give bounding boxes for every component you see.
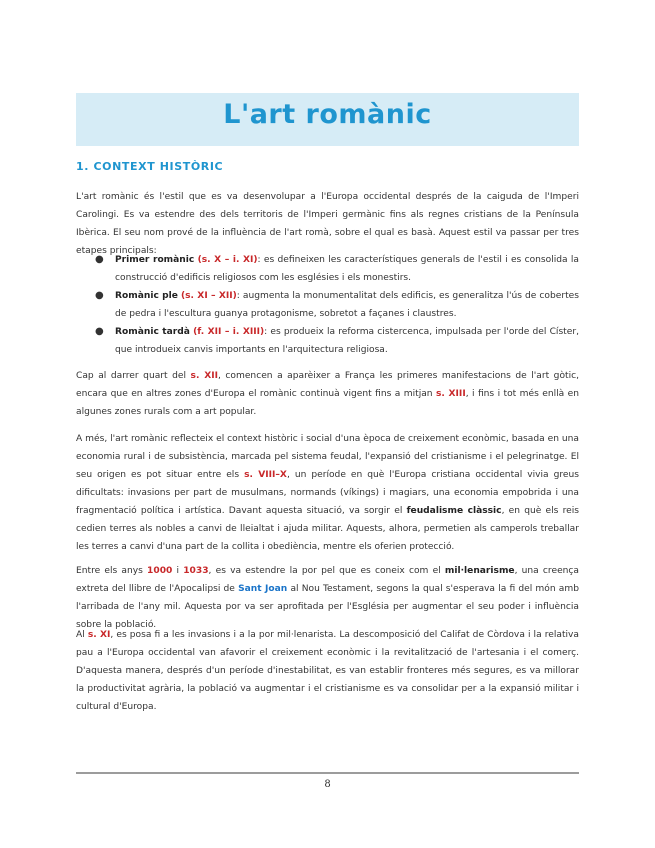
- stage-name: Romànic tardà: [115, 327, 190, 337]
- paragraph-context: A més, l'art romànic reflecteix el context històric i social d'una època de creixement econòmic, basada en una economia rural i de subsistència, marcada pel sistema feudal, l'expansió del cristianisme i el pelegrinatge. El seu origen es pot situar entre els s. VIII–X, un període en què l'Europa cristiana occidental vivia greus dificultats: invasions per part de musulmans, normands (víkings) i magiars, una economia empobrida i una fragmentació política i artística. Davant aquesta situació, va sorgir el feudalisme clàssic, en què els reis cedien terres als nobles a canvi de lleialtat i ajuda militar. Aquests, alhora, permetien als camperols treballar les terres a canvi d'una part de la collita i obediència, mentre els oferien protecció.: [76, 434, 580, 552]
- stage-text: : es produeix la reforma cistercenca, impulsada per l'orde del Císter, que introdueix canvis importants en l'arquitectura religiosa.: [115, 327, 579, 355]
- bullet-icon: ●: [95, 290, 104, 301]
- page-number: 8: [324, 779, 331, 790]
- stage-dates: (s. X – i. XI): [197, 255, 258, 265]
- section-heading: 1. CONTEXT HISTÒRIC: [76, 160, 224, 173]
- bullet-icon: ●: [95, 254, 104, 265]
- paragraph-eleventh-century: Al s. XI, es posa fi a les invasions i a la por mil·lenarista. La descomposició del Califat de Còrdova i la relativa pau a l'Europa occidental van afavorir el creixement econòmic i la revitalització de l'artesania i el comerç. D'aquesta manera, després d'un període d'inestabilitat, es van establir fronteres més segures, es va millorar la productivitat agrària, la població va augmentar i el cristianisme es va consolidar per a la expansió militar i cultural d'Europa.: [76, 630, 579, 712]
- paragraph-millenarianism: Entre els anys 1000 i 1033, es va estendre la por pel que es coneix com el mil·lenarisme, una creença extreta del llibre de l'Apocalipsi de Sant Joan al Nou Testament, segons la qual s'esperava la fi del món amb l'arribada de l'any mil. Aquesta por va ser aprofitada per l'Església per augmentar el seu poder i influència sobre la població.: [76, 566, 579, 630]
- stage-name: Romànic ple: [115, 291, 178, 301]
- stage-name: Primer romànic: [115, 255, 195, 265]
- list-item: [95, 323, 579, 359]
- paragraph-gothic: Cap al darrer quart del s. XII, comencen a aparèixer a França les primeres manifestacions de l'art gòtic, encara que en altres zones d'Europa el romànic continuà vigent fins a mitjan s. XIII, i fins i tot més enllà en algunes zones rurals com a art popular.: [76, 371, 580, 417]
- page-title: L'art romànic: [223, 99, 432, 130]
- list-item: [95, 251, 579, 287]
- stage-text: : es defineixen les característiques generals de l'estil i es consolida la construcció d'edificis religiosos com les esglésies i els monestirs.: [115, 255, 579, 283]
- intro-paragraph: L'art romànic és l'estil que es va desenvolupar a l'Europa occidental després de la caiguda de l'Imperi Carolingi. Es va estendre des dels territoris de l'Imperi germànic fins als regnes cristians de la Península Ibèrica. El seu nom prové de la influència de l'art romà, sobre el qual es basà. Aquest estil va passar per tres etapes principals:: [76, 192, 579, 256]
- stage-text: : augmenta la monumentalitat dels edificis, es generalitza l'ús de cobertes de pedra i l'escultura guanya protagonisme, sobretot a façanes i claustres.: [115, 291, 579, 319]
- stage-dates: (f. XII – i. XIII): [193, 327, 265, 337]
- list-item: [95, 287, 579, 323]
- stage-dates: (s. XI – XII): [180, 291, 237, 301]
- stages-list: [95, 251, 579, 359]
- footer-divider: [76, 772, 579, 774]
- title-banner: [76, 93, 579, 146]
- bullet-icon: ●: [95, 326, 104, 337]
